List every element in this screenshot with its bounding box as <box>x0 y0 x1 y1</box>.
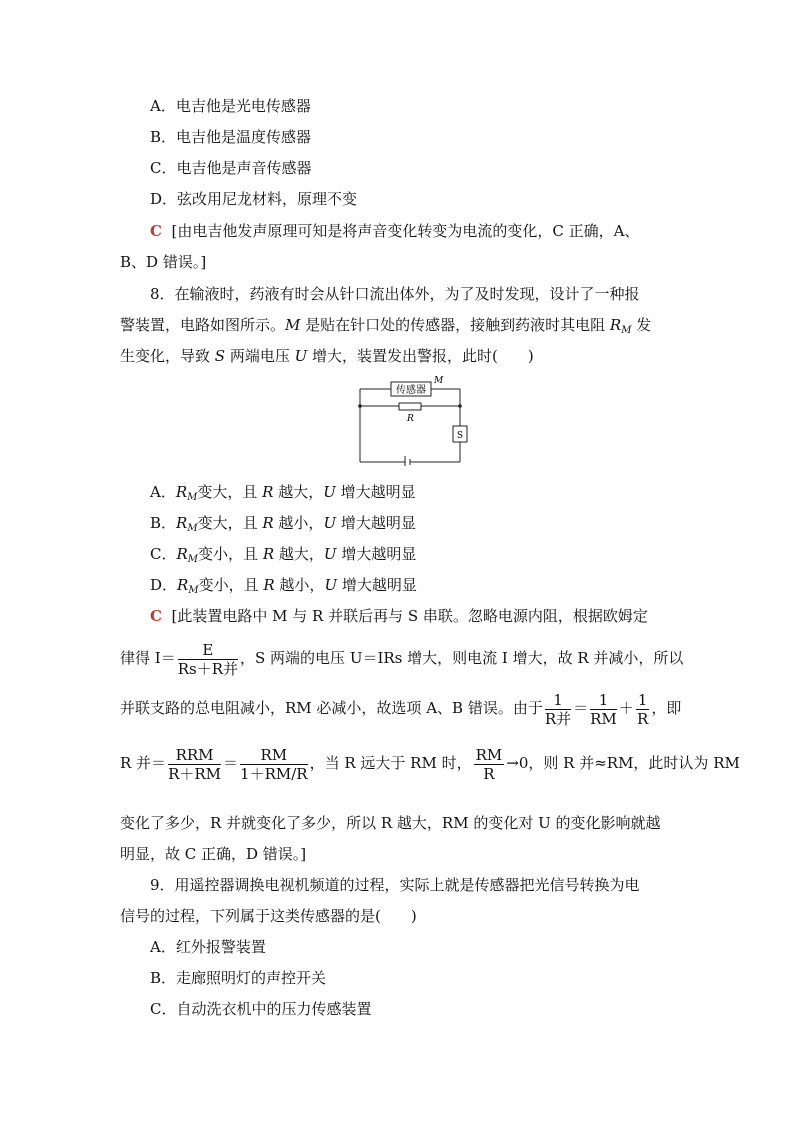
q7-option-d: D．弦改用尼龙材料，原理不变 <box>150 190 358 208</box>
q9-option-c: C．自动洗衣机中的压力传感装置 <box>150 1000 372 1018</box>
q8-explanation-line2: 律得 I＝ $\frac{E}{\text{Rs＋R并}}$ ，S 两端的电压 U＝IRs 增大，则电流 I 增大，故 R 并减小，所以 <box>120 640 684 678</box>
q9-stem-line2: 信号的过程，下列属于这类传感器的是( ) <box>120 907 417 925</box>
q7-option-b: B．电吉他是温度传感器 <box>150 128 312 146</box>
q8-option-b: B．$R_M$变大，且 R 越小，U 增大越明显 <box>150 514 416 534</box>
sensor-label: 传感器 <box>396 385 426 396</box>
q8-explanation-line5: 变化了多少，R 并就变化了多少，所以 R 越大，RM 的变化对 U 的变化影响就越 <box>120 814 661 832</box>
q8-explanation-line6: 明显，故 C 正确，D 错误。] <box>120 845 307 863</box>
q8-explanation-line4: R 并＝ $\frac{\text{RRM}}{R+RM}$ ＝ $\frac{RM}{1+RM/R}$ ，当 R 远大于 RM 时， $\frac{RM}{R}$ →0，则 R 并≈RM，此时认为 RM <box>120 745 740 783</box>
q7-explanation-text: [由电吉他发声原理可知是将声音变化转变为电流的变化，C 正确，A、 <box>171 222 640 240</box>
q7-explanation-line1 <box>150 220 639 242</box>
q8-option-a: A．$R_M$变大，且 R 越大，U 增大越明显 <box>150 483 416 503</box>
fraction-inv-rpar: $\frac{1}{\text{R并}}$ <box>544 690 572 728</box>
fraction-rpar-simplified: $\frac{RM}{1+RM/R}$ <box>240 745 308 783</box>
q9-stem-line1: 9．用遥控器调换电视机频道的过程，实际上就是传感器把光信号转换为电 <box>150 876 640 894</box>
junction-right <box>458 404 462 408</box>
fraction-rpar: $\frac{\text{RRM}}{R+RM}$ <box>168 745 222 783</box>
resistor-r <box>399 403 421 410</box>
q7-answer: C <box>150 222 162 240</box>
q9-option-a: A．红外报警装置 <box>150 938 266 956</box>
r-label: R <box>407 414 414 424</box>
q8-option-d: D．$R_M$变小，且 R 越小，U 增大越明显 <box>150 576 417 596</box>
m-label: M <box>434 376 444 386</box>
fraction-inv-rm: $\frac{1}{RM}$ <box>590 690 617 728</box>
q8-explanation-line3: 并联支路的总电阻减小，RM 必减小，故选项 A、B 错误。由于 $\frac{1}{\text{R并}}$ ＝ $\frac{1}{RM}$ ＋ $\frac{1}{R}$ ，即 <box>120 690 682 728</box>
q8-answer: C <box>150 607 162 625</box>
q7-explanation-line2: B、D 错误。] <box>120 253 207 271</box>
q7-option-c: C．电吉他是声音传感器 <box>150 159 312 177</box>
q9-option-b: B．走廊照明灯的声控开关 <box>150 969 327 987</box>
q8-stem-line1: 8．在输液时，药液有时会从针口流出体外，为了及时发现，设计了一种报 <box>150 285 640 303</box>
q8-stem-line2: 警装置，电路如图所示。M 是贴在针口处的传感器，接触到药液时其电阻 $R_M$ 发 <box>120 316 652 336</box>
q8-stem-line3: 生变化，导致 S 两端电压 U 增大，装置发出警报，此时( ) <box>120 347 534 365</box>
s-label: S <box>456 431 464 441</box>
q8-option-c: C．$R_M$变小，且 R 越大，U 增大越明显 <box>150 545 417 565</box>
q7-option-a: A．电吉他是光电传感器 <box>150 97 311 115</box>
fraction-rm-over-r: $\frac{RM}{R}$ <box>475 745 503 783</box>
q8-explanation-line1: C [此装置电路中 M 与 R 并联后再与 S 串联。忽略电源内阻，根据欧姆定 <box>150 607 648 625</box>
junction-left <box>358 404 362 408</box>
fraction-inv-r: $\frac{1}{R}$ <box>636 690 649 728</box>
fraction-current: $\frac{E}{\text{Rs＋R并}}$ <box>177 640 238 678</box>
circuit-diagram <box>355 374 475 466</box>
